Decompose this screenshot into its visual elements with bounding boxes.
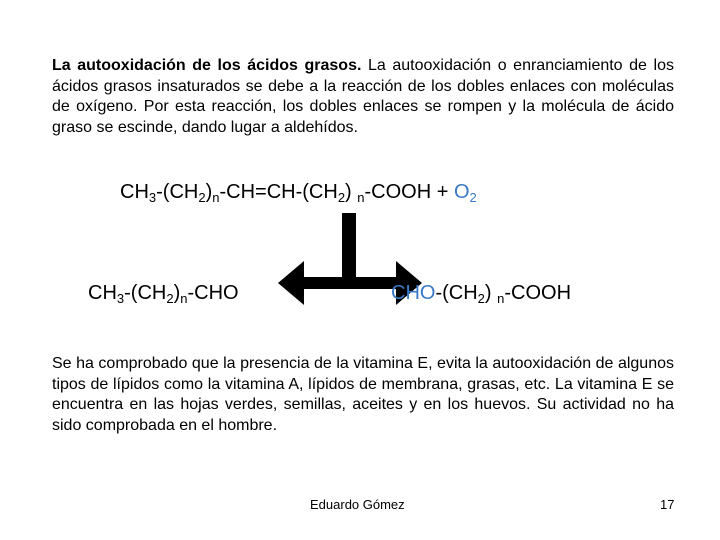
reaction-equation: $CH_3-(CH_2)_n-CH=CH-(CH_2)$ $_n$-COOH + $O_2$ — [120, 181, 477, 205]
intro-body: La autooxidación o enranciamiento de los ácidos grasos insaturados se debe a la reacción de los dobles enlaces con moléculas de oxígeno. Por esta reacción, los dobles enlaces se rompen y la molécula de ácido graso se escinde, dando lugar a aldehídos. — [52, 57, 674, 136]
vitamin-paragraph: Se ha comprobado que la presencia de la vitamina E, evita la autooxidación de algunos tipos de lípidos como la vitamina A, lípidos de membrana, grasas, etc. La vitamina E se encuentra en las hojas verdes, semillas, aceites y en los huevos. Su actividad no ha sido comprobada en el hombre. — [52, 355, 674, 434]
oxygen-reactant: $O_2$ — [453, 181, 477, 205]
intro-heading: La autooxidación de los ácidos grasos. — [52, 57, 362, 74]
product-aldehyde: $CH_3-(CH_2)_n$-CHO — [88, 282, 239, 306]
product-acid: CHO-$(CH_2)$ $_n$-COOH — [391, 282, 572, 306]
footer-author: Eduardo Gómez — [310, 497, 405, 512]
intro-paragraph — [52, 56, 674, 138]
page-number: 17 — [660, 497, 675, 512]
